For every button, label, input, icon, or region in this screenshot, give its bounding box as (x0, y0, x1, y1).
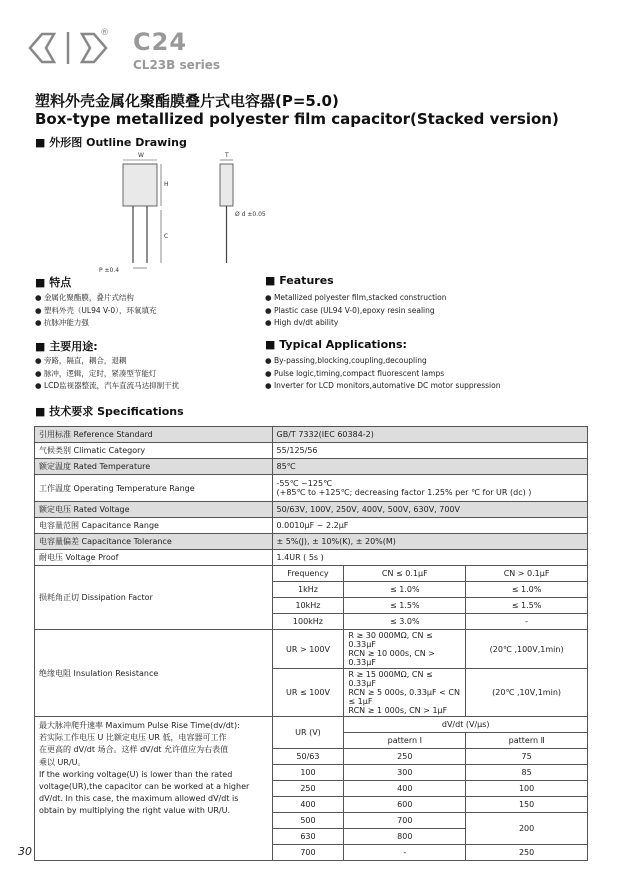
label-t: T (225, 152, 229, 159)
list-item: ● By-passing,blocking,coupling,decoupling (265, 356, 427, 365)
table-row: 额定电压 Rated Voltage 50/63V, 100V, 250V, 400V, 500V, 630V, 700V (35, 502, 588, 518)
list-item: ● 金属化聚酯膜，叠片式结构 (35, 293, 134, 302)
list-item: ● 塑料外壳（UL94 V-0），环氧填充 (35, 305, 157, 315)
table-row: 50/63 250 75 (35, 749, 588, 765)
table-row: UR ≤ 100V R ≥ 15 000MΩ, CN ≤ 0.33μF RCN ≥ 5 000s, 0.33μF < CN ≤ 1μF RCN ≥ 1 000s, CN > 1μF (20℃ ,10V,1min) (35, 669, 588, 717)
list-item: ● 脉冲，逻辑，定时，紧凑型节能灯 (35, 368, 157, 378)
table-row: 电容量偏差 Capacitance Tolerance ± 5%(J), ± 10%(K), ± 20%(M) (35, 534, 588, 550)
table-row: 1kHz ≤ 1.0% ≤ 1.0% (35, 582, 588, 598)
title-en: Box-type metallized polyester film capacitor(Stacked version) (35, 110, 559, 128)
list-item: ● Metallized polyester film,stacked construction (265, 293, 447, 302)
table-row: 10kHz ≤ 1.5% ≤ 1.5% (35, 598, 588, 614)
brand-logo (28, 30, 108, 66)
title-cn: 塑料外壳金属化聚酯膜叠片式电容器(P=5.0) (35, 92, 339, 110)
label-w: W (138, 152, 144, 159)
features-cn-heading: ■ 特点 (35, 276, 72, 289)
table-row: 400 600 150 (35, 797, 588, 813)
table-row: 最大脉冲爬升速率 Maximum Pulse Rise Time(dv/dt): 若实际工作电压 U 比额定电压 UR 低，电容器可工作 在更高的 dV/dt 场合。这样 dV/dt 允许值应为右表值 乘以 UR/U。 If the working voltage(U) is lower than the rated voltage(UR),the capacitor can be worked at a higher dV/dt. In this case, the maximum allowed dV/dt is obtain by multiplying the right value with UR/U. UR (V) dV/dt (V/μs) (35, 717, 588, 733)
table-row: 电容量范围 Capacitance Range 0.0010μF ~ 2.2μF (35, 518, 588, 534)
list-item: ● 旁路，隔直，耦合，退耦 (35, 356, 127, 365)
label-h: H (164, 181, 169, 188)
label-d: Ø d ±0.05 (235, 211, 266, 218)
registered-mark: ® (100, 28, 109, 38)
table-row: 100 300 85 (35, 765, 588, 781)
table-row: 工作温度 Operating Temperature Range -55℃ ~125℃ (+85℃ to +125℃; decreasing factor 1.25% per ℃ for UR (dc) ) (35, 475, 588, 502)
list-item: ● Pulse logic,timing,compact fluorescent lamps (265, 368, 445, 378)
specs-heading: ■ 技术要求 Specifications (35, 405, 184, 418)
table-row: 630 800 (35, 829, 588, 845)
list-item: ● Plastic case (UL94 V-0),epoxy resin sealing (265, 305, 435, 315)
features-cn-list (35, 292, 156, 330)
series-code: C24 (133, 28, 188, 56)
series-subtitle: CL23B series (133, 58, 221, 72)
list-item: ● LCD监视器整流，汽车直流马达抑制干扰 (35, 381, 180, 390)
table-row: pattern Ⅰ pattern Ⅱ (35, 733, 588, 749)
features-en-heading: ■ Features (265, 274, 334, 287)
table-row: 耐电压 Voltage Proof 1.4UR ( 5s ) (35, 550, 588, 566)
table-row: 100kHz ≤ 3.0% - (35, 614, 588, 630)
table-row: 500 700 200 (35, 813, 588, 829)
apps-en-heading: ■ Typical Applications: (265, 338, 407, 351)
apps-cn-heading: ■ 主要用途: (35, 340, 98, 353)
spec-table (34, 426, 588, 861)
apps-cn-list (35, 355, 179, 393)
table-row: 额定温度 Rated Temperature 85℃ (35, 459, 588, 475)
page-number: 30 (18, 845, 32, 858)
features-en-list (265, 292, 446, 330)
label-p: P ±0.4 (99, 267, 120, 274)
table-row: 气候类别 Climatic Category 55/125/56 (35, 443, 588, 459)
outline-heading: ■ 外形图 Outline Drawing (35, 136, 187, 149)
list-item: ● 抗脉冲能力强 (35, 318, 89, 327)
table-row: 绝缘电阻 Insulation Resistance UR > 100V R ≥ 30 000MΩ, CN ≤ 0.33μF RCN ≥ 10 000s, CN > 0.33μF (20℃ ,100V,1min) (35, 630, 588, 669)
apps-en-list (265, 355, 500, 393)
label-c: C (164, 233, 169, 240)
table-row: 引用标准 Reference Standard GB/T 7332(IEC 60384-2) (35, 427, 588, 443)
outline-drawing (95, 148, 280, 276)
list-item: ● Inverter for LCD monitors,automative DC motor suppression (265, 381, 501, 390)
table-row: 250 400 100 (35, 781, 588, 797)
table-row: 损耗角正切 Dissipation Factor Frequency CN ≤ 0.1μF CN > 0.1μF (35, 566, 588, 582)
table-row: 700 - 250 (35, 845, 588, 861)
list-item: ● High dv/dt ability (265, 318, 339, 327)
